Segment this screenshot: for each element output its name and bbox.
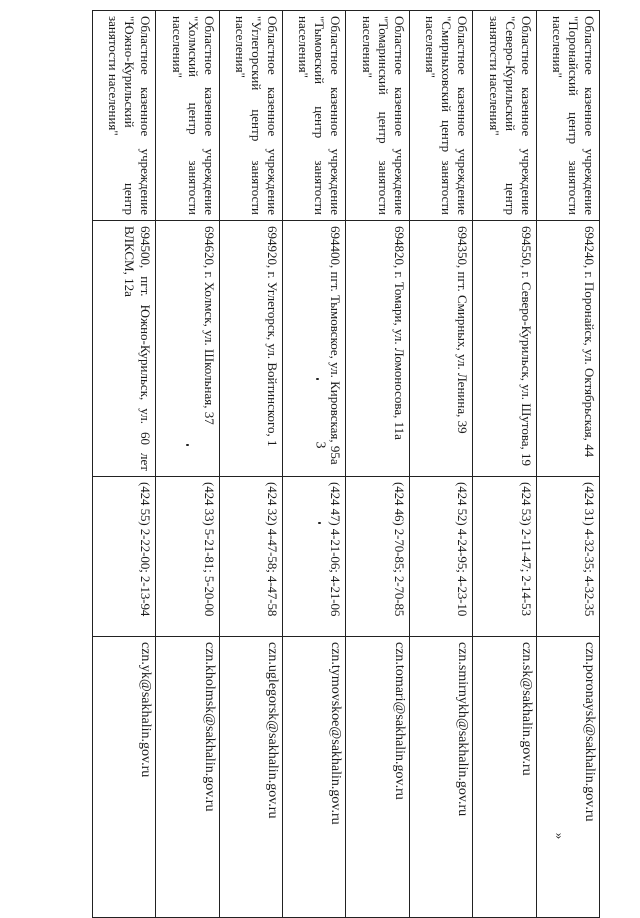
center-name-cell: Областное казенное учреждение "Северо-Курильский центр занятости населения": [473, 11, 536, 221]
address-cell: 694240, г. Поронайск, ул. Октябрьская, 44: [536, 221, 599, 477]
email-cell[interactable]: czn.tomari@sakhalin.gov.ru: [346, 637, 409, 918]
address-cell: 694820, г. Томари, ул. Ломоносова, 11а: [346, 221, 409, 477]
table-row: [93, 11, 156, 918]
address-cell: 694550, г. Северо-Курильск, ул. Шутова, 19: [473, 221, 536, 477]
phone-cell: (424 46) 2-70-85; 2-70-85: [346, 477, 409, 637]
table-row: [346, 11, 409, 918]
rotated-sheet: [92, 10, 600, 917]
table-row: [283, 11, 346, 918]
email-cell[interactable]: czn.uglegorsk@sakhalin.gov.ru: [219, 637, 282, 918]
phone-cell: (424 47) 4-21-06; 4-21-06: [283, 477, 346, 637]
page-number: 3: [312, 441, 328, 449]
center-name-cell: Областное казенное учреждение "Томаринский центр занятости населения": [346, 11, 409, 221]
center-name-cell: Областное казенное учреждение "Южно-Курильский центр занятости населения": [93, 11, 156, 221]
email-cell[interactable]: czn.tymovskoe@sakhalin.gov.ru: [283, 637, 346, 918]
email-cell[interactable]: czn.kholmsk@sakhalin.gov.ru: [156, 637, 219, 918]
phone-cell: (424 31) 4-32-35; 4-32-35: [536, 477, 599, 637]
address-cell: 694400, пгт. Тымовское, ул. Кировская, 95а: [283, 221, 346, 477]
table-row: [536, 11, 599, 918]
table-row: [409, 11, 472, 918]
center-name-cell: Областное казенное учреждение "Тымовский центр занятости населения": [283, 11, 346, 221]
email-cell[interactable]: czn.smirnykh@sakhalin.gov.ru: [409, 637, 472, 918]
phone-cell: (424 55) 2-22-00; 2-13-94: [93, 477, 156, 637]
email-cell[interactable]: czn.yk@sakhalin.gov.ru: [93, 637, 156, 918]
address-cell: 694350, пгт. Смирных, ул. Ленина, 39: [409, 221, 472, 477]
phone-cell: (424 33) 5-21-81; 5-20-00: [156, 477, 219, 637]
center-name-cell: Областное казенное учреждение "Холмский центр занятости населения": [156, 11, 219, 221]
table-row: [156, 11, 219, 918]
phone-cell: (424 53) 2-11-47; 2-14-53: [473, 477, 536, 637]
address-cell: 694920, г. Углегорск, ул. Войтинского, 1: [219, 221, 282, 477]
center-name-cell: Областное казенное учреждение "Углегорский центр занятости населения": [219, 11, 282, 221]
closing-quote-mark: »: [552, 832, 568, 840]
email-cell[interactable]: czn.sk@sakhalin.gov.ru: [473, 637, 536, 918]
center-name-cell: Областное казенное учреждение "Поронайский центр занятости населения": [536, 11, 599, 221]
table-row: [219, 11, 282, 918]
employment-centers-table: [92, 10, 600, 918]
center-name-cell: Областное казенное учреждение "Смирныховский центр занятости населения": [409, 11, 472, 221]
address-cell: 694620, г. Холмск, ул. Школьная, 37: [156, 221, 219, 477]
address-cell: 694500, пгт. Южно-Курильск, ул. 60 лет ВЛКСМ, 12а: [93, 221, 156, 477]
phone-cell: (424 52) 4-24-95; 4-23-10: [409, 477, 472, 637]
phone-cell: (424 32) 4-47-58; 4-47-58: [219, 477, 282, 637]
email-cell[interactable]: czn.poronaysk@sakhalin.gov.ru: [536, 637, 599, 918]
table-row: [473, 11, 536, 918]
